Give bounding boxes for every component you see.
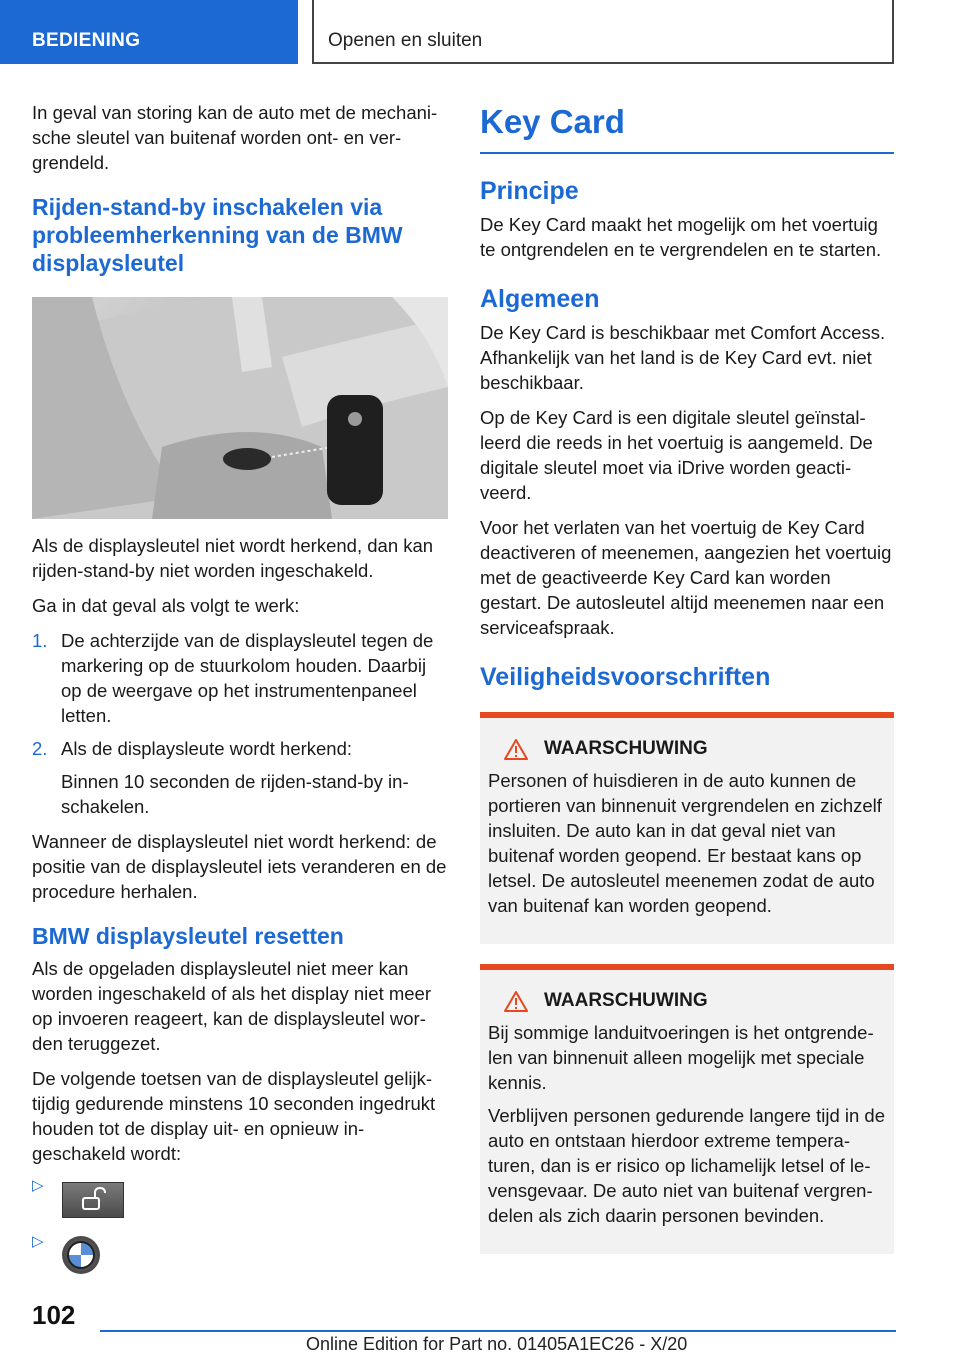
warning-triangle-icon bbox=[504, 991, 528, 1012]
paragraph-principe: De Key Card maakt het mogelijk om het voertuig te ontgrendelen en te vergrendelen en te starten. bbox=[480, 214, 882, 260]
steering-column-photo bbox=[32, 297, 448, 519]
heading-principe: Principe bbox=[480, 177, 579, 205]
heading-algemeen: Algemeen bbox=[480, 285, 600, 313]
warning-box bbox=[480, 964, 894, 1254]
step-substep: Binnen 10 seconden de rijden-stand-by inschakelen. bbox=[61, 771, 409, 817]
warning-text: Personen of huisdieren in de auto kunnen de portieren van binnenuit vergrendelen en zichzelf insluiten. De auto kan in dat geval niet van buitenaf worden geopend. Er bestaat kans op letsel. De autosleutel meenemen zodat de auto van buitenaf kan worden geopend. bbox=[488, 770, 882, 916]
list-item bbox=[32, 628, 448, 728]
list-item bbox=[32, 736, 448, 761]
warning-text: Verblijven personen gedurende langere tijd in de auto en ontstaan hierdoor extreme temperaturen, dan is er risico op lichamelijk letsel of levensgevaar. De auto niet van buitenaf vergrendelen als zich daarin personen bevinden. bbox=[488, 1105, 886, 1226]
warning-title bbox=[488, 990, 886, 1012]
section-label: BEDIENING bbox=[0, 0, 298, 64]
bmw-logo-icon bbox=[62, 1236, 100, 1274]
paragraph-not-recognized: Als de displaysleutel niet wordt herkend, dan kan rijden-stand-by niet worden ingeschakeld. bbox=[32, 535, 434, 581]
step-text: Als de displaysleute wordt herkend: bbox=[61, 738, 353, 759]
footer-divider bbox=[100, 1330, 896, 1332]
open-padlock-icon bbox=[63, 1183, 123, 1217]
key-card-title: Key Card bbox=[480, 100, 894, 154]
warning-triangle-icon bbox=[504, 739, 528, 760]
paragraph-algemeen-1: De Key Card is beschikbaar met Comfort Access. Afhankelijk van het land is de Key Card evt. niet beschikbaar. bbox=[480, 322, 886, 393]
paragraph-reset-2: De volgende toetsen van de displaysleutel gelijktijdig gedurende minstens 10 seconden ingedrukt houden tot de display uit- en opnieuw ingeschakeld wordt: bbox=[32, 1068, 436, 1164]
steps-list bbox=[32, 628, 448, 761]
step-number: 2. bbox=[32, 738, 48, 759]
intro-paragraph: In geval van storing kan de auto met de mechanische sleutel van buitenaf worden ont- en vergrendeld. bbox=[32, 102, 438, 173]
left-column bbox=[32, 100, 448, 1278]
bullet-unlock-key bbox=[32, 1176, 448, 1222]
bullet-marker: ▷ bbox=[32, 1177, 44, 1194]
warning-text: Bij sommige landuitvoeringen is het ontgrendelen van binnenuit alleen mogelijk met speciale kennis. bbox=[488, 1022, 874, 1093]
bullet-marker: ▷ bbox=[32, 1233, 44, 1250]
heading-veiligheid: Veiligheidsvoorschriften bbox=[480, 663, 771, 691]
right-column bbox=[480, 100, 894, 1254]
warning-label: WAARSCHUWING bbox=[544, 738, 708, 759]
step-text: De achterzijde van de displaysleutel tegen de markering op de stuurkolom houden. Daarbij op de weergave op het instrumentenpaneel letten. bbox=[61, 630, 434, 726]
paragraph-algemeen-2: Op de Key Card is een digitale sleutel geïnstalleerd die reeds in het voertuig is aangemeld. De digitale sleutel moet via iDrive worden geactiveerd. bbox=[480, 407, 873, 503]
paragraph-retry: Wanneer de displaysleutel niet wordt herkend: de positie van de displaysleutel iets veranderen en de procedure herhalen. bbox=[32, 831, 447, 902]
heading-reset: BMW displaysleutel resetten bbox=[32, 923, 344, 949]
warning-box bbox=[480, 712, 894, 944]
edition-info: Online Edition for Part no. 01405A1EC26 - X/20 bbox=[306, 1334, 688, 1354]
unlock-key-icon bbox=[62, 1182, 124, 1218]
paragraph-instructions: Ga in dat geval als volgt te werk: bbox=[32, 595, 300, 616]
paragraph-algemeen-3: Voor het verlaten van het voertuig de Key Card deactiveren of meenemen, aangezien het voertuig met de geactiveerde Key Card kan worden gestart. De autosleutel altijd meenemen naar een serviceafspraak. bbox=[480, 517, 892, 638]
bullet-bmw-key bbox=[32, 1232, 448, 1278]
step-number: 1. bbox=[32, 630, 48, 651]
heading-standby: Rijden-stand-by inschakelen via probleemherkenning van de BMW displaysleutel bbox=[32, 194, 403, 276]
warning-label: WAARSCHUWING bbox=[544, 990, 708, 1011]
topic-label: Openen en sluiten bbox=[312, 0, 894, 64]
bmw-logo-key-icon bbox=[62, 1236, 100, 1274]
paragraph-reset-1: Als de opgeladen displaysleutel niet meer kan worden ingeschakeld of als het display niet meer op invoeren reageert, kan de displaysleutel worden teruggezet. bbox=[32, 958, 432, 1054]
page-number: 102 bbox=[32, 1300, 76, 1330]
photo-illustration bbox=[32, 297, 448, 519]
warning-title bbox=[488, 738, 886, 760]
